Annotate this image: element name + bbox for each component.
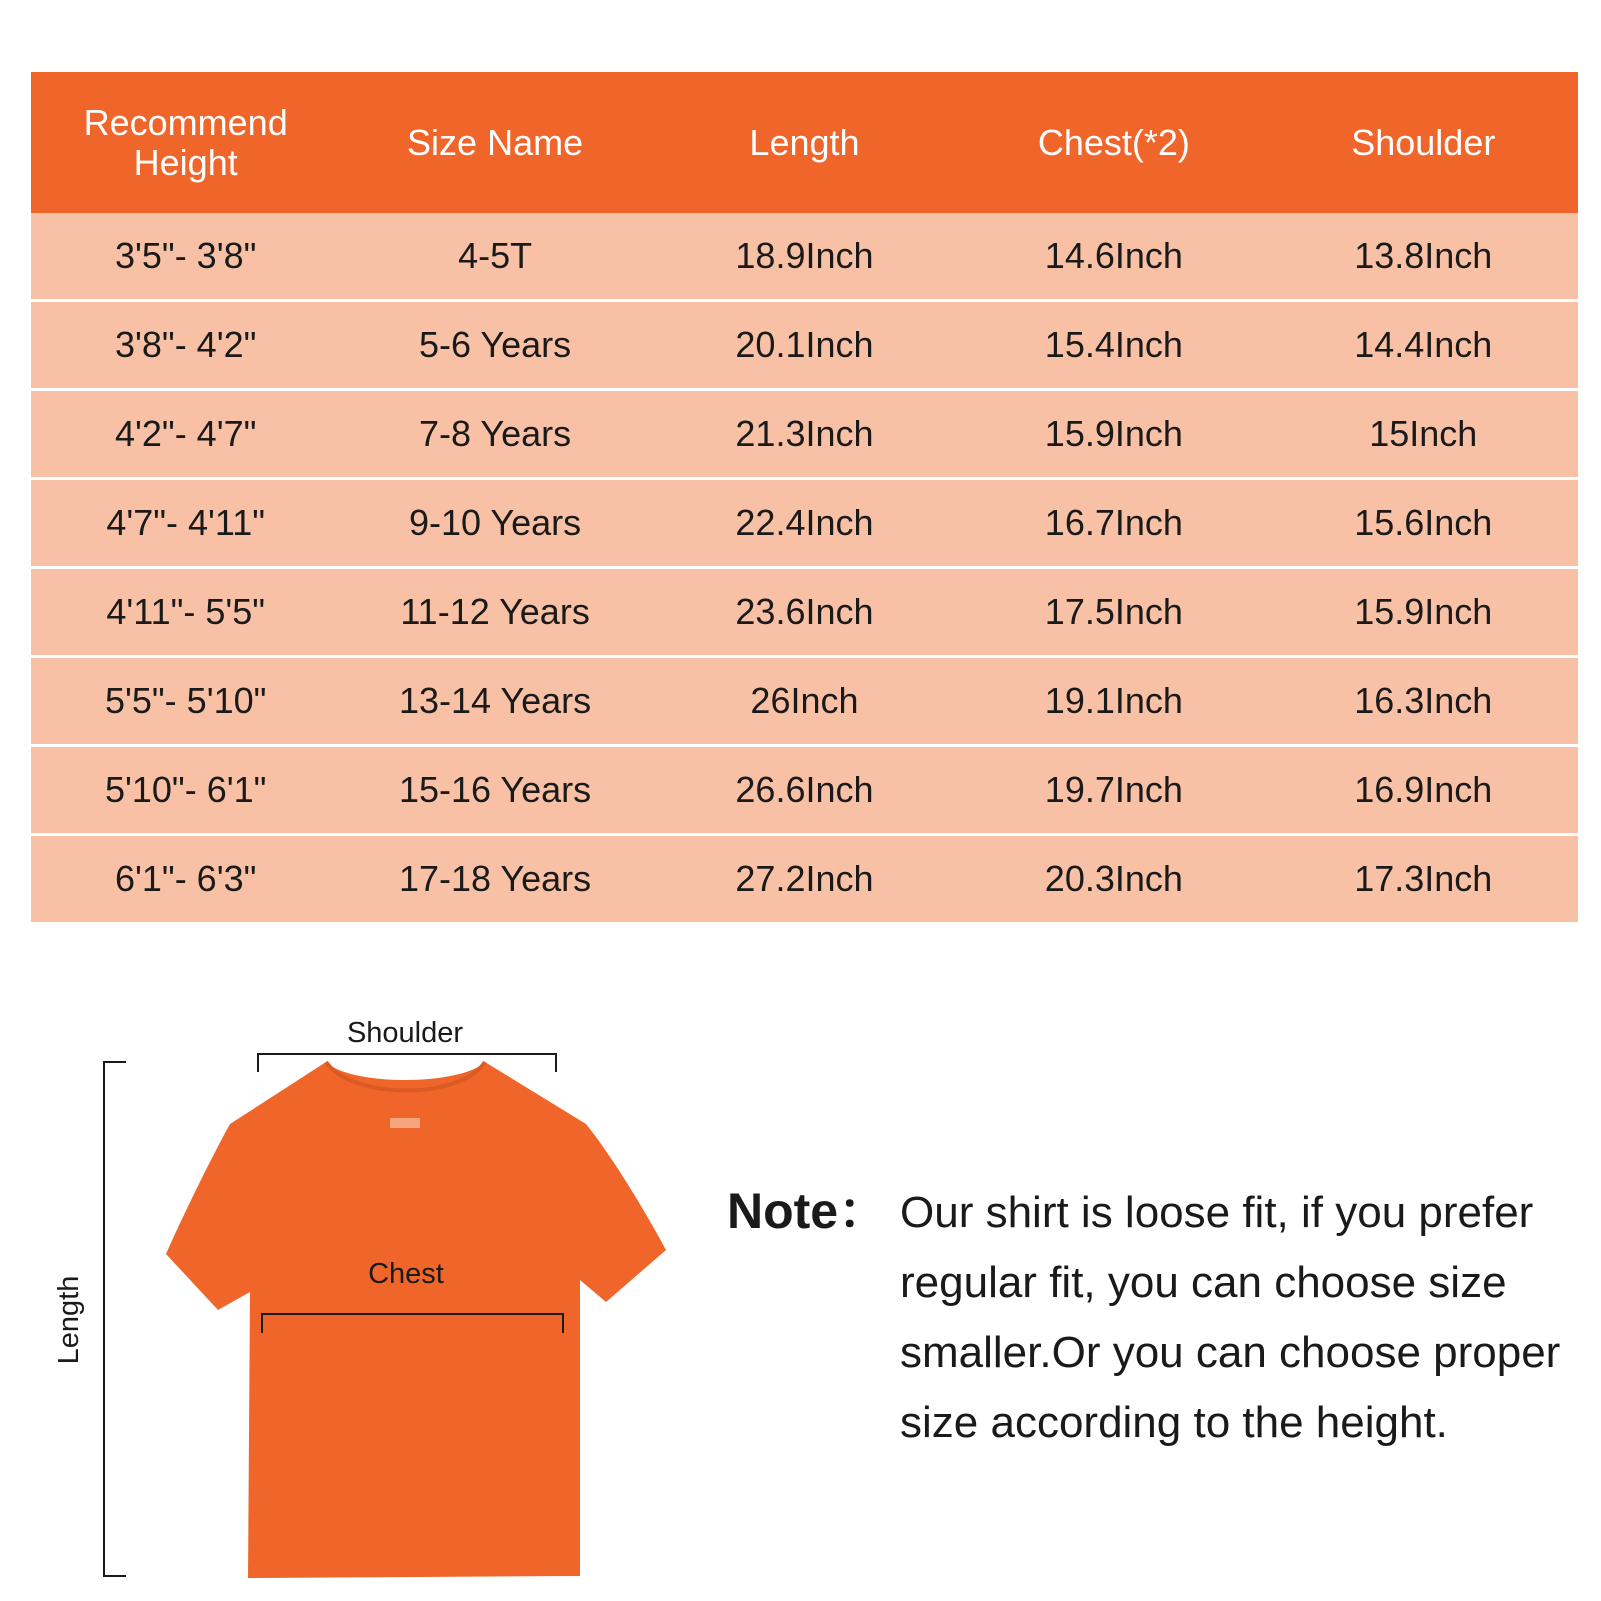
cell-length: 26.6Inch [650,746,959,835]
note-line: size according to the height. [900,1398,1448,1447]
tshirt-tag-icon [390,1118,420,1128]
cell-length: 23.6Inch [650,568,959,657]
cell-size: 11-12 Years [340,568,649,657]
cell-shoulder: 16.3Inch [1269,657,1578,746]
table-row [31,301,1578,390]
cell-length: 26Inch [650,657,959,746]
cell-size: 17-18 Years [340,835,649,923]
note-text [900,1178,1590,1458]
cell-size: 15-16 Years [340,746,649,835]
shoulder-label: Shoulder [346,1017,464,1049]
shoulder-bracket [258,1054,556,1072]
header-recommend-height: Recommend Height [31,72,340,213]
size-chart-table [31,72,1578,922]
table-row [31,835,1578,923]
cell-shoulder: 15Inch [1269,390,1578,479]
measurement-diagram [40,1010,680,1585]
cell-height: 3'8"- 4'2" [31,301,340,390]
cell-shoulder: 15.9Inch [1269,568,1578,657]
cell-chest: 14.6Inch [959,213,1268,301]
cell-length: 20.1Inch [650,301,959,390]
cell-shoulder: 14.4Inch [1269,301,1578,390]
cell-length: 21.3Inch [650,390,959,479]
cell-height: 4'11"- 5'5" [31,568,340,657]
cell-length: 22.4Inch [650,479,959,568]
cell-chest: 19.7Inch [959,746,1268,835]
table-row [31,568,1578,657]
cell-height: 4'7"- 4'11" [31,479,340,568]
note-line: Our shirt is loose fit, if you prefer [900,1188,1534,1237]
cell-size: 7-8 Years [340,390,649,479]
length-label: Length [53,1275,85,1365]
table-row [31,390,1578,479]
note-line: smaller.Or you can choose proper [900,1328,1561,1377]
cell-size: 4-5T [340,213,649,301]
cell-shoulder: 15.6Inch [1269,479,1578,568]
cell-length: 27.2Inch [650,835,959,923]
chest-label: Chest [368,1258,444,1290]
table-row [31,213,1578,301]
cell-height: 5'10"- 6'1" [31,746,340,835]
table-row [31,657,1578,746]
cell-height: 4'2"- 4'7" [31,390,340,479]
cell-chest: 17.5Inch [959,568,1268,657]
header-shoulder: Shoulder [1269,72,1578,213]
cell-height: 3'5"- 3'8" [31,213,340,301]
note-label: Note： [727,1183,889,1239]
length-bracket [104,1062,126,1576]
cell-chest: 15.4Inch [959,301,1268,390]
cell-chest: 16.7Inch [959,479,1268,568]
cell-shoulder: 17.3Inch [1269,835,1578,923]
cell-chest: 20.3Inch [959,835,1268,923]
table-header-row [31,72,1578,213]
cell-shoulder: 16.9Inch [1269,746,1578,835]
cell-height: 6'1"- 6'3" [31,835,340,923]
table-row [31,479,1578,568]
cell-size: 13-14 Years [340,657,649,746]
cell-height: 5'5"- 5'10" [31,657,340,746]
table-row [31,746,1578,835]
header-length: Length [650,72,959,213]
tshirt-icon [166,1062,666,1578]
cell-shoulder: 13.8Inch [1269,213,1578,301]
cell-length: 18.9Inch [650,213,959,301]
cell-size: 9-10 Years [340,479,649,568]
note-line: regular fit, you can choose size [900,1258,1507,1307]
cell-chest: 15.9Inch [959,390,1268,479]
header-size-name: Size Name [340,72,649,213]
header-chest: Chest(*2) [959,72,1268,213]
cell-size: 5-6 Years [340,301,649,390]
cell-chest: 19.1Inch [959,657,1268,746]
